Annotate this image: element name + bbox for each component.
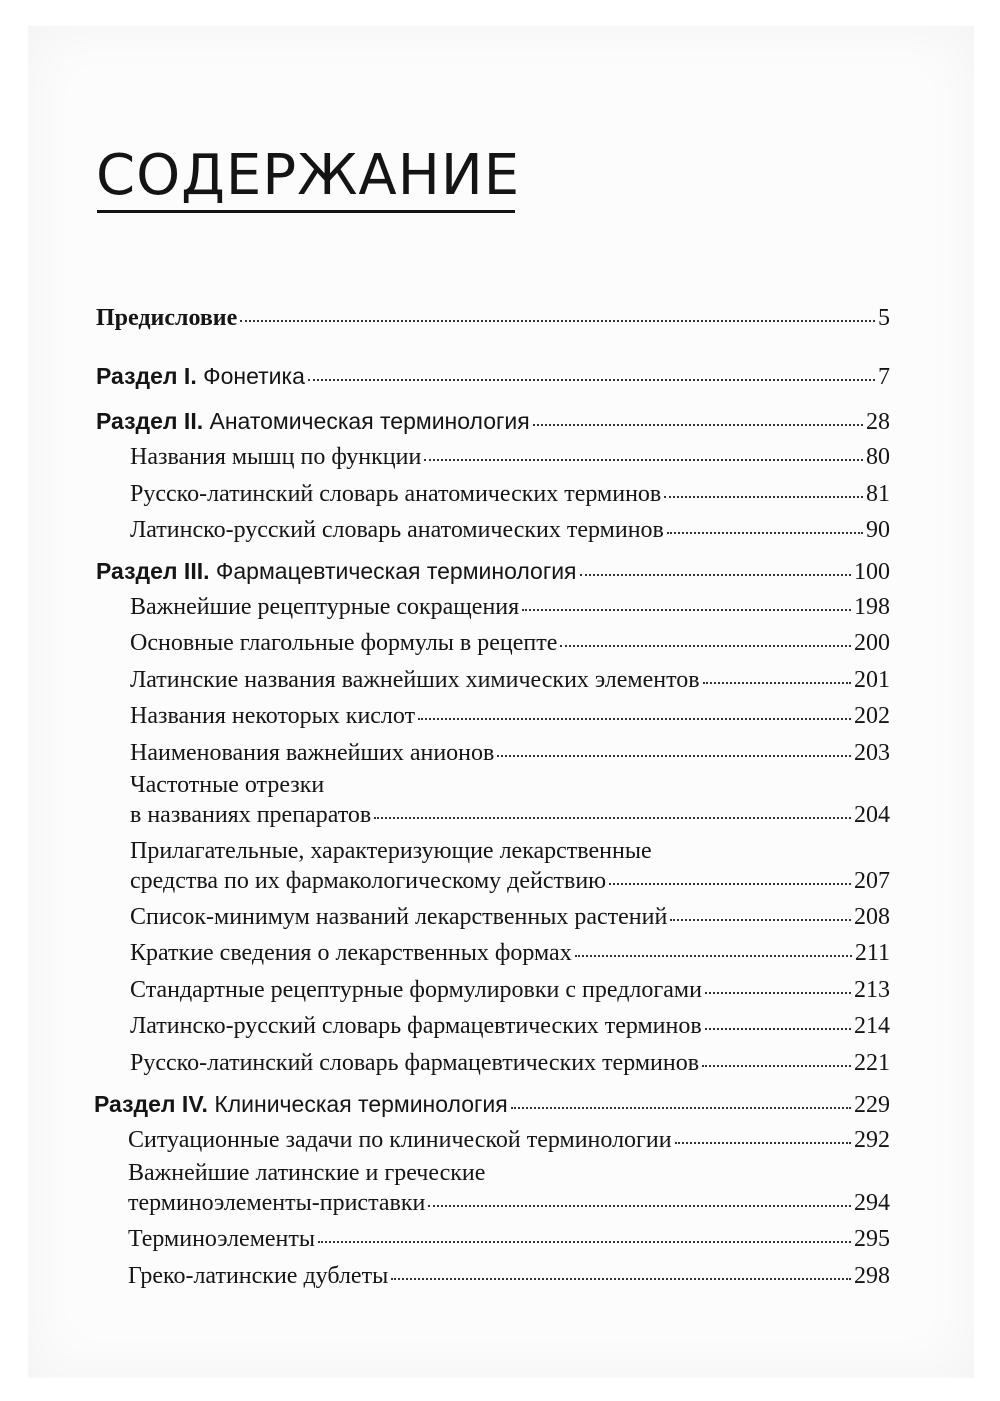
dot-leader [522, 609, 851, 611]
toc-page-number: 292 [854, 1127, 890, 1153]
dot-leader [667, 532, 863, 534]
dot-leader [511, 1107, 851, 1109]
dot-leader [374, 817, 851, 819]
toc-page-number: 28 [866, 409, 890, 435]
toc-entry[interactable] [130, 594, 890, 621]
dot-leader [575, 955, 852, 957]
toc-page-number: 202 [854, 703, 890, 729]
toc-entry-label: Названия мышц по функции [130, 444, 422, 470]
toc-entry-preface[interactable] [96, 305, 890, 332]
dot-leader [580, 574, 851, 576]
dot-leader [391, 1278, 851, 1280]
toc-entry-label: Клиническая терминология [214, 1091, 508, 1117]
toc-entry-label: Названия некоторых кислот [130, 703, 416, 729]
toc-page-number: 203 [854, 740, 890, 766]
toc-page-number: 204 [854, 802, 890, 828]
toc-entry[interactable] [128, 1127, 890, 1154]
toc-entry[interactable] [130, 904, 890, 931]
dot-leader [418, 718, 851, 720]
toc-entry[interactable] [130, 667, 890, 694]
title-underline [97, 210, 515, 213]
dot-leader [497, 755, 851, 757]
dot-leader [560, 645, 851, 647]
toc-section-prefix: Раздел IV. [94, 1091, 208, 1117]
toc-entry-label: Основные глагольные формулы в рецепте [130, 630, 558, 656]
toc-entry-label: Фармацевтическая терминология [215, 558, 577, 584]
dot-leader [424, 459, 863, 461]
toc-page-number: 295 [854, 1226, 890, 1252]
toc-entry-label: Терминоэлементы [128, 1226, 315, 1252]
dot-leader [609, 883, 851, 885]
toc-entry[interactable] [128, 1263, 890, 1290]
dot-leader [240, 320, 875, 322]
toc-entry-section-2[interactable] [96, 408, 890, 436]
toc-page-number: 198 [854, 594, 890, 620]
toc-entry-section-1[interactable] [96, 363, 890, 391]
toc-entry-label: Русско-латинский словарь анатомических терминов [130, 481, 662, 507]
dot-leader [703, 682, 851, 684]
toc-section-prefix: Раздел II. [96, 408, 204, 434]
toc-page-number: 200 [854, 630, 890, 656]
toc-page-number: 294 [854, 1190, 890, 1216]
toc-entry[interactable] [130, 1013, 890, 1040]
toc-section-prefix: Раздел III. [96, 558, 210, 584]
toc-entry[interactable] [130, 1050, 890, 1077]
toc-entry[interactable] [128, 1226, 890, 1253]
toc-page-number: 211 [854, 940, 890, 966]
toc-page-number: 100 [854, 559, 890, 585]
toc-entry-label: Стандартные рецептурные формулировки с предлогами [130, 977, 702, 1003]
toc-page-number: 214 [854, 1013, 890, 1039]
toc-page-number: 90 [866, 517, 890, 543]
dot-leader [308, 379, 875, 381]
toc-entry-label: терминоэлементы-приставки [128, 1190, 426, 1216]
toc-entry-label: Предисловие [96, 305, 238, 331]
toc-entry-section-3[interactable] [96, 558, 890, 586]
dot-leader [705, 1028, 851, 1030]
toc-page-number: 201 [854, 667, 890, 693]
toc-entry[interactable] [130, 630, 890, 657]
toc-entry-label: Важнейшие рецептурные сокращения [130, 594, 520, 620]
toc-entry-label: Список-минимум названий лекарственных растений [130, 904, 668, 930]
toc-entry-label: Латинско-русский словарь фармацевтических терминов [130, 1013, 702, 1039]
page-title: СОДЕРЖАНИЕ [96, 143, 521, 208]
toc-entry-label: Латинские названия важнейших химических элементов [130, 667, 700, 693]
toc-section-prefix: Раздел I. [96, 363, 197, 389]
toc-entry-label: Греко-латинские дублеты [128, 1263, 389, 1289]
toc-entry[interactable] [130, 868, 890, 895]
toc-page-number: 229 [854, 1092, 890, 1118]
toc-page-number: 7 [878, 364, 890, 390]
toc-entry-label: Наименования важнейших анионов [130, 740, 495, 766]
toc-entry[interactable] [128, 1190, 890, 1217]
toc-entry-label: Анатомическая терминология [209, 408, 530, 434]
toc-entry-label: в названиях препаратов [130, 802, 372, 828]
toc-entry-label: Ситуационные задачи по клинической терминологии [128, 1127, 672, 1153]
toc-entry[interactable] [130, 444, 890, 471]
toc-entry-label-line1: Важнейшие латинские и греческие [128, 1160, 486, 1186]
toc-entry[interactable] [130, 481, 890, 508]
toc-entry-label: Латинско-русский словарь анатомических терминов [130, 517, 664, 543]
toc-entry[interactable] [130, 740, 890, 767]
toc-entry-section-4[interactable] [94, 1091, 890, 1119]
toc-entry-label-line1: Частотные отрезки [130, 772, 325, 798]
toc-page-number: 80 [866, 444, 890, 470]
dot-leader [675, 1142, 851, 1144]
toc-page-number: 298 [854, 1263, 890, 1289]
toc-page-number: 213 [854, 977, 890, 1003]
dot-leader [428, 1205, 851, 1207]
toc-page-number: 81 [866, 481, 890, 507]
toc-entry[interactable] [130, 517, 890, 544]
toc-entry[interactable] [130, 703, 890, 730]
dot-leader [318, 1241, 851, 1243]
dot-leader [533, 424, 863, 426]
toc-entry[interactable] [130, 802, 890, 829]
dot-leader [664, 496, 863, 498]
toc-page-number: 221 [854, 1050, 890, 1076]
dot-leader [705, 992, 851, 994]
toc-entry-label: Русско-латинский словарь фармацевтических терминов [130, 1050, 700, 1076]
toc-page-number: 5 [878, 305, 890, 331]
dot-leader [670, 919, 851, 921]
toc-entry-label-line1: Прилагательные, характеризующие лекарственные [130, 838, 652, 864]
toc-entry[interactable] [130, 977, 890, 1004]
toc-entry-label: средства по их фармакологическому действию [130, 868, 607, 894]
toc-page-number: 208 [854, 904, 890, 930]
toc-entry[interactable] [130, 940, 890, 967]
toc-page-number: 207 [854, 868, 890, 894]
toc-entry-label: Фонетика [203, 363, 305, 389]
toc-entry-label: Краткие сведения о лекарственных формах [130, 940, 572, 966]
dot-leader [702, 1065, 851, 1067]
